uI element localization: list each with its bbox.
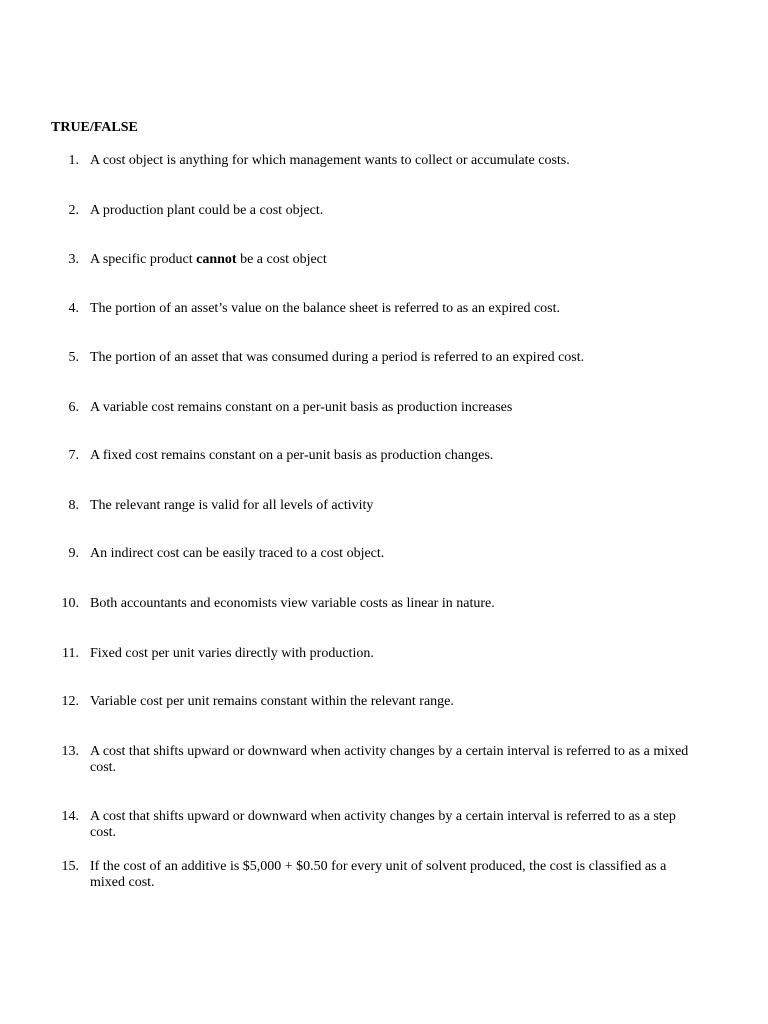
question-text: An indirect cost can be easily traced to a cost object. [90, 546, 385, 561]
question-number: 12. [61, 694, 79, 709]
question-number: 15. [61, 859, 79, 874]
question-text: The portion of an asset’s value on the balance sheet is referred to as an expired cost. [90, 301, 560, 316]
section-heading: TRUE/FALSE [51, 120, 138, 135]
question-number: 8. [68, 498, 79, 513]
question-number: 11. [62, 646, 79, 661]
question-text: A cost object is anything for which management wants to collect or accumulate costs. [90, 153, 570, 168]
question-text: A production plant could be a cost object. [90, 203, 324, 218]
question-text: Variable cost per unit remains constant within the relevant range. [90, 694, 454, 709]
question-text-after: be a cost object [236, 252, 327, 267]
question-text: A cost that shifts upward or downward when activity changes by a certain interval is referred to as a step cost. [90, 809, 676, 840]
question-number: 9. [68, 546, 79, 561]
question-number: 14. [61, 809, 79, 824]
question-number: 13. [61, 744, 79, 759]
question-text: A fixed cost remains constant on a per-unit basis as production changes. [90, 448, 494, 463]
question-text [90, 252, 702, 268]
question-text: Both accountants and economists view variable costs as linear in nature. [90, 596, 495, 611]
question-text: The relevant range is valid for all levels of activity [90, 498, 374, 513]
question-number: 10. [61, 596, 79, 611]
question-text: Fixed cost per unit varies directly with production. [90, 646, 374, 661]
question-text-before: A specific product [90, 252, 197, 267]
question-number: 7. [68, 448, 79, 463]
question-text: The portion of an asset that was consumed during a period is referred to an expired cost. [90, 350, 585, 365]
question-text-emphasis: cannot [196, 252, 237, 267]
question-number: 4. [68, 301, 79, 316]
question-number: 2. [68, 203, 79, 218]
question-number: 5. [68, 350, 79, 365]
question-number: 3. [68, 252, 79, 267]
question-text: A variable cost remains constant on a per-unit basis as production increases [90, 400, 513, 415]
question-text: A cost that shifts upward or downward when activity changes by a certain interval is referred to as a mixed cost. [90, 744, 689, 775]
question-number: 1. [68, 153, 79, 168]
question-text: If the cost of an additive is $5,000 + $0.50 for every unit of solvent produced, the cost is classified as a mixed cost. [90, 859, 667, 890]
question-number: 6. [68, 400, 79, 415]
